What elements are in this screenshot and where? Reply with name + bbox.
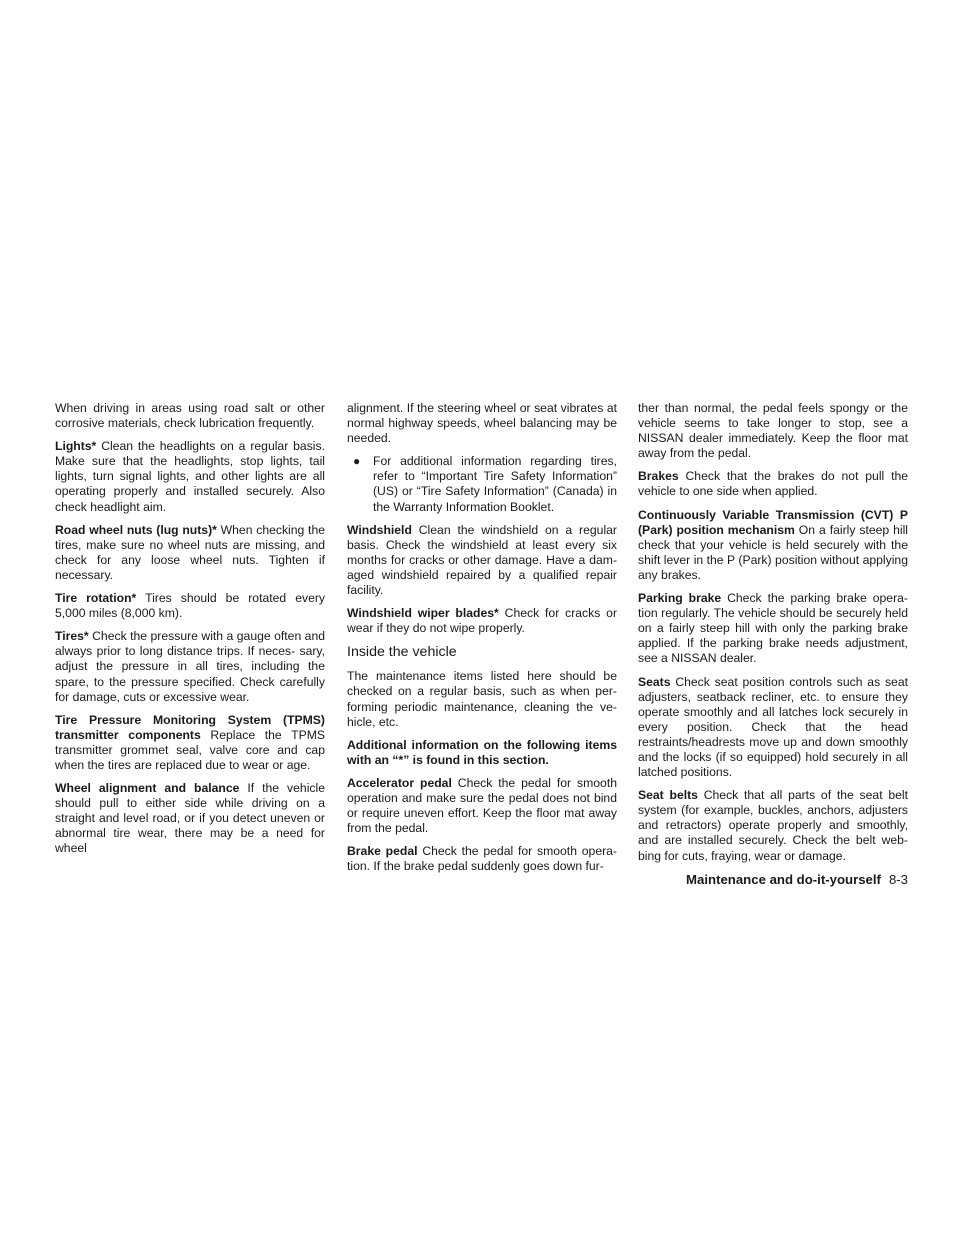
item-term: Brakes <box>638 469 679 484</box>
item-text: If the vehicle should pull to either side while driving on a straight and level road, or if you detect uneven or abnormal tire wear, there may be a need for wheel <box>55 781 325 856</box>
footer-section-title: Maintenance and do-it-yourself <box>686 872 881 887</box>
item-text: On a fairly steep hill check that your vehicle is held securely with the shift lever in the P (Park) position without applying any brakes. <box>638 522 909 582</box>
intro-paragraph: When driving in areas using road salt or other corrosive materials, check lubrication frequently. <box>55 401 325 431</box>
continued-paragraph: ther than normal, the pedal feels spongy or the vehicle seems to take longer to stop, see a NISSAN dealer immediately. Keep the floor mat away from the pedal. <box>638 401 908 461</box>
item-term: Continuously Variable Transmission (CVT) P (Park) position mechanism <box>638 507 908 537</box>
item-text: Check the pressure with a gauge often and always prior to long distance trips. If neces- sary, adjust the pressure in all tires, including the spare, to the pressure specified. Check carefully for damage, cuts or excessive wear. <box>55 629 326 704</box>
item-term: Tire Pressure Monitoring System (TPMS) transmitter components <box>55 712 325 742</box>
bullet-item <box>347 454 617 514</box>
item-brakes <box>638 469 908 499</box>
item-term: Road wheel nuts (lug nuts)* <box>55 522 217 537</box>
column-2 <box>347 401 617 882</box>
item-text: Tires should be rotated every 5,000 miles (8,000 km). <box>55 591 326 621</box>
continued-paragraph: alignment. If the steering wheel or seat vibrates at normal highway speeds, wheel balancing may be needed. <box>347 401 617 446</box>
column-1 <box>55 401 325 865</box>
column-3 <box>638 401 908 872</box>
item-term: Windshield wiper blades* <box>347 606 499 621</box>
item-term: Accelerator pedal <box>347 775 452 790</box>
item-tires <box>55 629 325 704</box>
page-footer <box>686 872 908 887</box>
item-term: Tire rotation* <box>55 591 137 606</box>
item-term: Windshield <box>347 522 412 537</box>
item-tpms <box>55 713 325 773</box>
item-text: When checking the tires, make sure no wheel nuts are missing, and check for any loose wheel nuts. Tighten if necessary. <box>55 522 326 582</box>
section-heading: Inside the vehicle <box>347 644 457 661</box>
item-term: Wheel alignment and balance <box>55 781 240 796</box>
bullet-text: For additional information regarding tires, refer to “Important Tire Safety Information” (US) or “Tire Safety Information” (Canada) in the Warranty Information Booklet. <box>373 454 617 514</box>
item-term: Tires* <box>55 629 89 644</box>
item-parking-brake <box>638 591 908 666</box>
item-text: Check for cracks or wear if they do not wipe properly. <box>347 606 617 636</box>
bullet-icon: ● <box>353 454 361 469</box>
item-road-wheel-nuts <box>55 523 325 583</box>
item-accelerator-pedal <box>347 776 617 836</box>
item-term: Brake pedal <box>347 844 418 859</box>
bold-note: Additional information on the following items with an “*” is found in this section. <box>347 737 617 767</box>
item-lights <box>55 439 325 514</box>
section-intro: The maintenance items listed here should be checked on a regular basis, such as when per- forming periodic maintenance, cleaning the ve- hicle, etc. <box>347 669 617 729</box>
item-term: Seats <box>638 674 671 689</box>
item-text: Clean the windshield on a regular basis. Check the windshield at least every six months for cracks or other damage. Have a dam- aged windshield repaired by a qualified repair facility. <box>347 522 617 598</box>
item-term: Parking brake <box>638 591 722 606</box>
page-number: 8-3 <box>888 872 908 887</box>
item-text: Replace the TPMS transmitter grommet seal, valve core and cap when the tires are replaced due to wear or age. <box>55 727 325 772</box>
item-text: Check seat position controls such as seat adjusters, seatback recliner, etc. to ensure they operate smoothly and all latches lock securely in every position. Check that the head restraints/headrests move up and down smoothly and the locks (if so equipped) hold securely in all latched positions. <box>638 674 908 780</box>
item-text: Check the parking brake opera- tion regularly. The vehicle should be securely held on a fairly steep hill with only the parking brake applied. If the parking brake needs adjustment, see a NISSAN dealer. <box>638 591 908 666</box>
item-text: Check that the brakes do not pull the vehicle to one side when applied. <box>638 469 909 499</box>
item-windshield <box>347 523 617 598</box>
item-brake-pedal <box>347 844 617 874</box>
item-seat-belts <box>638 788 908 863</box>
item-text: Check the pedal for smooth operation and make sure the pedal does not bind or require uneven effort. Keep the floor mat away from the pedal. <box>347 775 617 836</box>
item-windshield-wiper <box>347 606 617 636</box>
item-term: Lights* <box>55 439 97 454</box>
item-cvt-park <box>638 508 908 583</box>
item-text: Check the pedal for smooth opera- tion. If the brake pedal suddenly goes down fur- <box>347 844 617 874</box>
item-term: Seat belts <box>638 788 698 803</box>
item-tire-rotation <box>55 591 325 621</box>
item-seats <box>638 675 908 781</box>
item-wheel-alignment <box>55 781 325 856</box>
item-text: Check that all parts of the seat belt system (for example, buckles, anchors, adjusters and retractors) operate properly and smoothly, and are installed securely. Check the belt web- bing for cuts, fraying, wear or damage. <box>638 788 908 863</box>
item-text: Clean the headlights on a regular basis. Make sure that the headlights, stop lights, tail lights, turn signal lights, and other lights are all operating properly and installed securely. Also check headlight aim. <box>55 439 325 514</box>
